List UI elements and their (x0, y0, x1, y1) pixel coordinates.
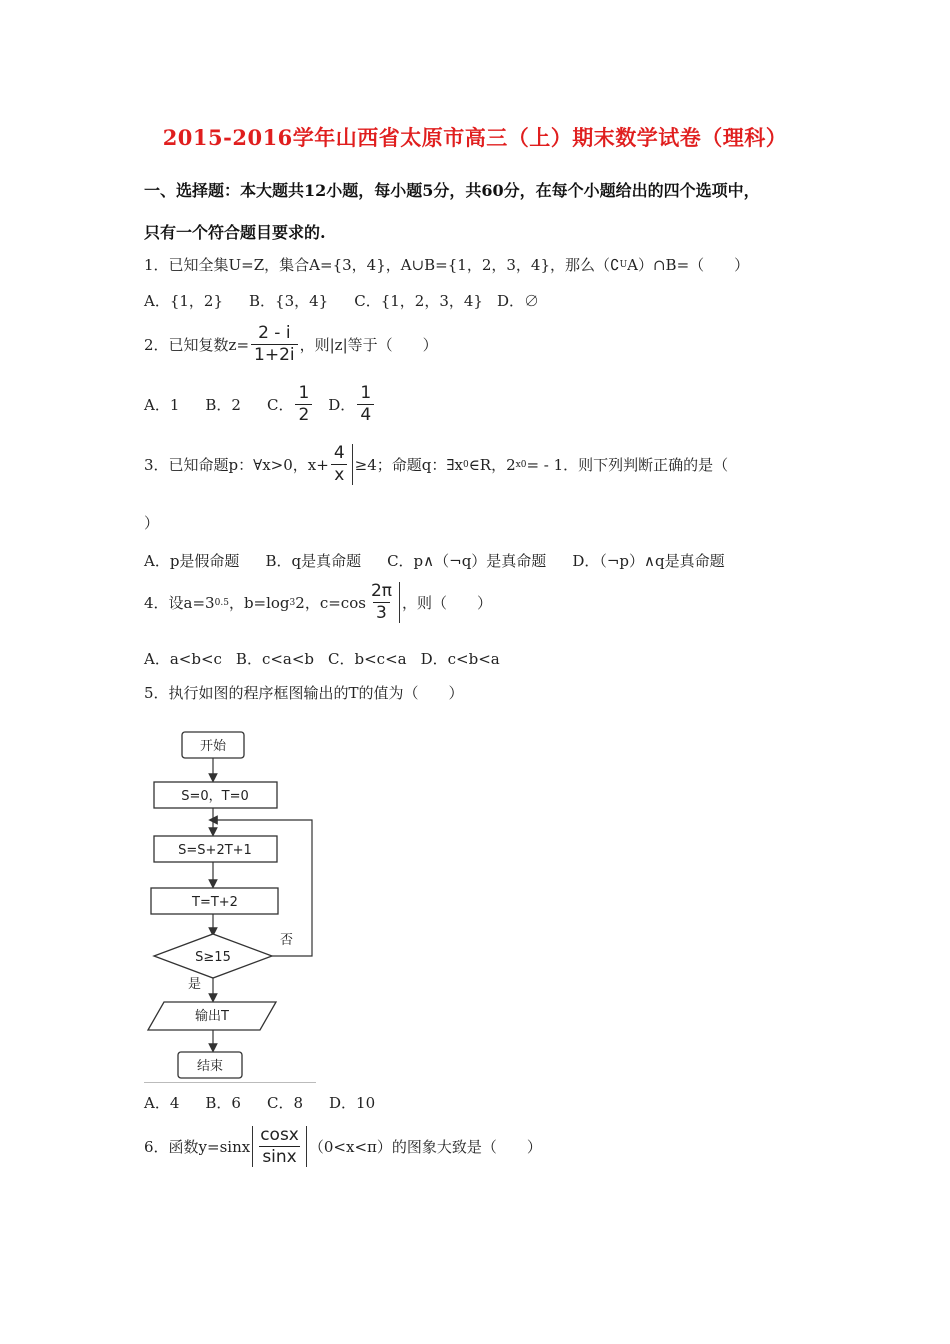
flow-no-label: 否 (280, 933, 294, 948)
q3-option-b: B．q是真命题 (265, 552, 362, 570)
flow-end-label: 结束 (196, 1059, 224, 1074)
question-3-tail: = - 1．则下列判断正确的是（ (526, 456, 729, 474)
q4-option-b: B．c<a<b (235, 650, 315, 668)
question-3-prefix: 3．已知命题p：∀x>0，x+ (144, 456, 329, 474)
question-4-fraction (368, 582, 395, 623)
q5-option-a: A．4 (144, 1094, 180, 1112)
question-3-options (144, 550, 725, 571)
flow-step1-label: S=S+2T+1 (178, 843, 252, 858)
section-heading-line2: 只有一个符合题目要求的. (144, 223, 326, 242)
q2-option-b: B．2 (205, 396, 241, 414)
q5-option-b: B．6 (205, 1094, 241, 1112)
question-2-stem (144, 324, 438, 365)
flow-start-label: 开始 (199, 739, 227, 754)
question-6-fraction (257, 1126, 302, 1167)
question-3-sub: 0 (462, 459, 469, 470)
q2-option-d: D． (328, 396, 356, 414)
q3-option-d: D．（¬p）∧q是真命题 (572, 552, 725, 570)
question-4-mid: ，b=log (228, 594, 290, 612)
question-6-stem (144, 1126, 542, 1167)
question-2-fraction (251, 324, 298, 365)
question-1-stem (144, 254, 749, 275)
fraction-denominator: 4 (357, 404, 374, 425)
question-3-continuation: ） (144, 514, 160, 532)
flow-step2-label: T=T+2 (192, 895, 238, 910)
fraction-numerator: 1 (298, 383, 310, 403)
question-5-options (144, 1092, 375, 1113)
flow-output-label: 输出T (195, 1009, 229, 1024)
question-1-options (144, 290, 539, 311)
flowchart (144, 722, 324, 1088)
flow-init-label: S=0，T=0 (181, 789, 249, 804)
abs-bar (399, 582, 400, 623)
q5-option-c: C．8 (266, 1094, 303, 1112)
fraction-numerator: 4 (333, 443, 345, 463)
fraction-numerator: 1 (360, 383, 372, 403)
question-3-fraction (331, 444, 348, 485)
question-1-sub: U (619, 259, 628, 270)
q3-option-c: C．p∧（¬q）是真命题 (387, 552, 547, 570)
fraction-numerator: 2 - i (258, 323, 291, 343)
q5-option-d: D．10 (329, 1094, 376, 1112)
question-2-suffix: ，则|z|等于（ ） (299, 336, 438, 354)
q2-option-d-fraction (357, 384, 374, 425)
question-4-sub: 3 (289, 597, 296, 608)
q3-option-a: A．p是假命题 (144, 552, 240, 570)
question-4-prefix: 4．设a=3 (144, 594, 215, 612)
question-6-prefix: 6．函数y=sinx (144, 1138, 251, 1156)
q2-option-c: C． (266, 396, 294, 414)
flowchart-divider (144, 1082, 316, 1083)
q4-option-c: C．b<c<a (328, 650, 407, 668)
question-4-mid2: 2，c=cos (295, 594, 366, 612)
question-4-sup: 0.5 (214, 597, 229, 608)
flow-condition-label: S≥15 (195, 950, 231, 965)
q1-option-c: C．{1，2，3，4} (354, 292, 483, 310)
question-4-suffix: ，则（ ） (402, 594, 493, 612)
abs-bar-left (252, 1126, 253, 1167)
question-3-stem (144, 444, 728, 485)
question-6-suffix: （0<x<π）的图象大致是（ ） (308, 1138, 542, 1156)
fraction-denominator: 1+2i (251, 344, 298, 365)
fraction-numerator: cosx (260, 1125, 299, 1145)
question-2-prefix: 2．已知复数z= (144, 336, 250, 354)
q4-option-d: D．c<b<a (420, 650, 500, 668)
fraction-denominator: sinx (259, 1146, 299, 1167)
question-1-text: 1．已知全集U=Z，集合A={3，4}，A∪B={1，2，3，4}，那么（∁ (144, 256, 620, 274)
question-1-tail: A）∩B=（ ） (627, 256, 750, 274)
question-2-options (144, 384, 376, 425)
q2-option-a: A．1 (144, 396, 180, 414)
question-3-sup: x0 (515, 459, 527, 470)
fraction-denominator: x (331, 464, 347, 485)
q1-option-d: D．∅ (496, 292, 539, 310)
abs-bar-right (306, 1126, 307, 1167)
question-4-stem (144, 582, 492, 623)
question-5-stem: 5．执行如图的程序框图输出的T的值为（ ） (144, 684, 464, 702)
q1-option-a: A．{1，2} (144, 292, 224, 310)
fraction-denominator: 3 (373, 602, 390, 623)
section-heading-line1: 一、选择题：本大题共12小题，每小题5分，共60分，在每个小题给出的四个选项中， (144, 181, 760, 200)
flow-yes-label: 是 (188, 977, 202, 992)
q2-option-c-fraction (295, 384, 312, 425)
abs-bar (352, 444, 353, 485)
q4-option-a: A．a<b<c (144, 650, 222, 668)
flowchart-svg (144, 722, 324, 1088)
q1-option-b: B．{3，4} (249, 292, 329, 310)
fraction-numerator: 2π (370, 581, 392, 601)
question-4-options (144, 648, 500, 669)
page-title: 2015-2016学年山西省太原市高三（上）期末数学试卷（理科） (162, 125, 788, 150)
question-3-mid: ≥4；命题q：∃x (354, 456, 463, 474)
question-3-mid2: ∈R，2 (468, 456, 516, 474)
fraction-denominator: 2 (295, 404, 312, 425)
